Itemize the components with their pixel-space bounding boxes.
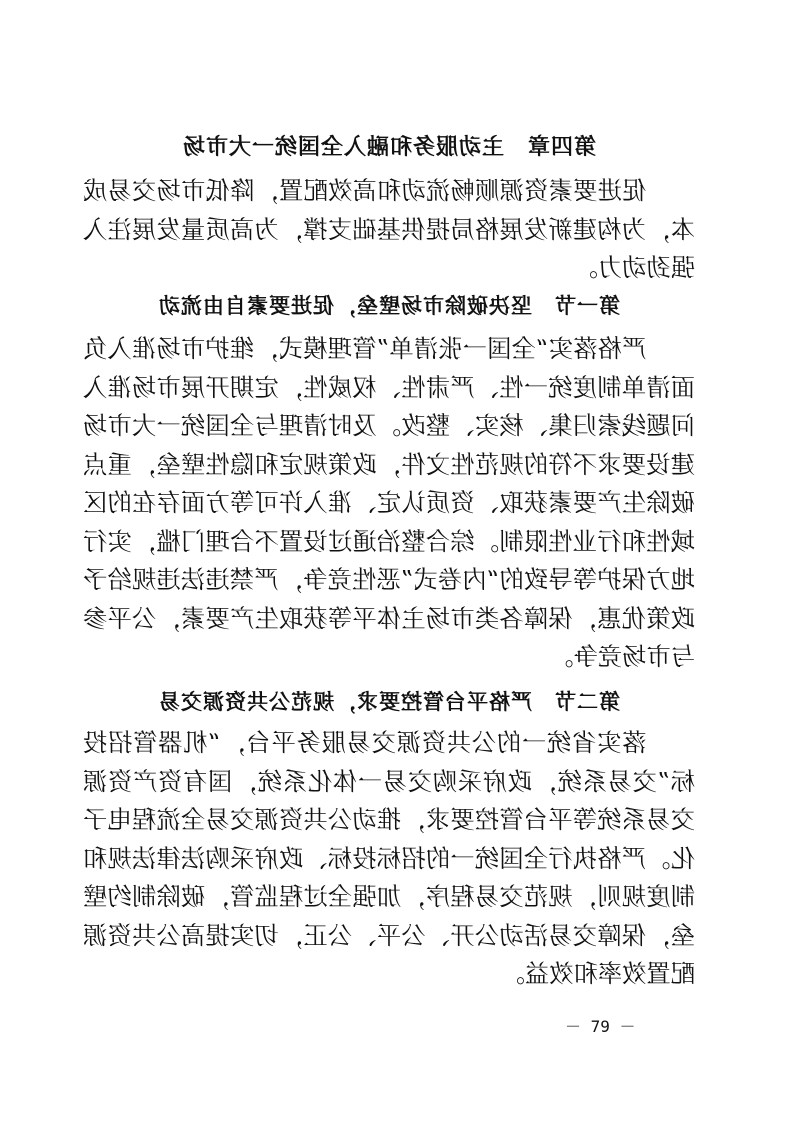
chapter-title: 第四章 主动服务和融入全国统一大市场 bbox=[182, 135, 597, 160]
intro-paragraph: 促进要素资源顺畅流动和高效配置，降低市场交易成本，为构建新发展格局提供基础支撑，为高质量发展注入强劲动力。 bbox=[83, 176, 695, 282]
section-title-1: 第一节 坚决破除市场壁垒，促进要素自由流动 bbox=[158, 293, 620, 318]
page-number: － 79 － bbox=[565, 1017, 636, 1036]
section-title-2: 第二节 严格平台管控要求，规范公共资源交易 bbox=[158, 689, 620, 714]
section-paragraph-2: 落实省统一的公共资源交易服务平台，“机器管招投标”交易系统，政府采购交易一体化系统，国有资产资源交易系统等平台管控要求，推动公共资源交易全流程电子化。严格执行全国统一的招标投标、政府采购法律法规和制度规则，规范交易程序，加强全过程监管，破除制约壁垒，保障交易活动公开、公平、公正，切实提高公共资源配置效率和效益。 bbox=[83, 728, 695, 988]
section-paragraph-1: 严格落实“全国一张清单”管理模式，维护市场准入负面清单制度统一性、严肃性、权威性，定期开展市场准入问题线索归集、核实、整改。及时清理与全国统一大市场建设要求不符的规范性文件，政策规定和隐性壁垒，重点破除生产要素获取、资质认定、准入许可等方面存在的区域性和行业性限制。综合整治通过设置不合理门槛，实行地方保护等导致的“内卷式”恶性竞争，严禁违法违规给予政策优惠，保障各类市场主体平等获取生产要素，公平参与市场竞争。 bbox=[83, 334, 695, 671]
